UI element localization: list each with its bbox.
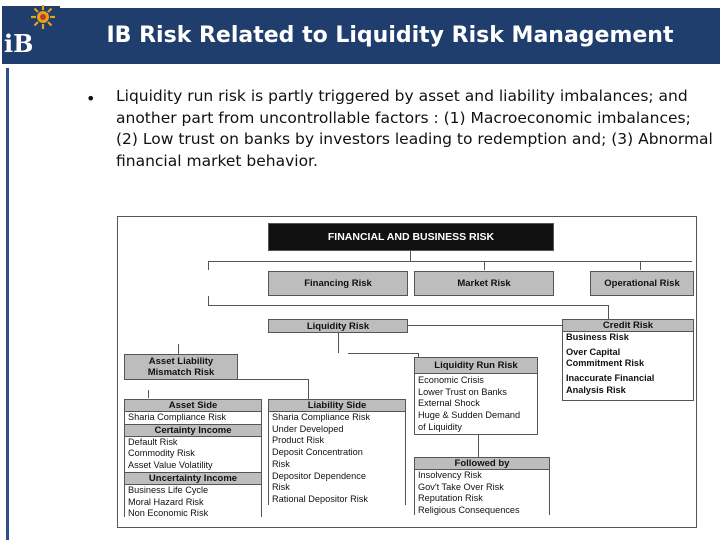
connector xyxy=(148,390,149,398)
list-item: Huge & Sudden Demand xyxy=(418,410,521,421)
list-item: Insolvency Risk xyxy=(418,470,482,480)
connector xyxy=(208,305,608,306)
left-accent-rule xyxy=(6,68,9,540)
bullet-text: Liquidity run risk is partly triggered by asset and liability imbalances; and another part from uncontrollable factors : (1) Macroeconomic imbalances; (2) Low trust on banks by investors leading to redemption and; (3) Abnormal financial market behavior. xyxy=(116,87,713,170)
followed-by-header: Followed by xyxy=(415,458,549,470)
asset-side-list-top xyxy=(125,412,261,424)
bullet-marker: • xyxy=(86,89,96,108)
connector xyxy=(408,325,562,326)
asset-side-list-mid xyxy=(125,437,261,472)
certainty-income-header: Certainty Income xyxy=(125,424,261,437)
credit-risk-list xyxy=(563,332,693,397)
connector xyxy=(478,435,479,457)
list-item: Deposit Concentration xyxy=(272,447,363,458)
connector xyxy=(348,353,418,354)
liability-side-header: Liability Side xyxy=(269,400,405,412)
sun-icon xyxy=(30,4,56,30)
list-item: Product Risk xyxy=(272,435,325,446)
uncertainty-income-header: Uncertainty Income xyxy=(125,472,261,485)
list-item: Sharia Compliance Risk xyxy=(272,412,371,422)
list-item: External Shock xyxy=(418,398,480,409)
connector xyxy=(308,379,309,399)
connector xyxy=(338,331,339,353)
operational-risk-box: Operational Risk xyxy=(590,271,694,296)
asset-side-list-bottom xyxy=(125,485,261,520)
asset-liability-mismatch-box xyxy=(124,354,238,380)
mismatch-line-1: Asset Liability xyxy=(148,356,214,367)
list-item: Risk xyxy=(272,458,290,469)
connector xyxy=(208,296,209,305)
list-item: Depositor Dependence xyxy=(272,470,366,481)
liquidity-run-risk-list xyxy=(414,374,538,435)
asset-side-header: Asset Side xyxy=(125,400,261,412)
connector xyxy=(640,261,641,270)
list-item: Rational Depositor Risk xyxy=(272,493,368,504)
list-item: Lower Trust on Banks xyxy=(418,386,507,397)
risk-hierarchy-diagram xyxy=(117,216,697,528)
list-item: Sharia Compliance Risk xyxy=(128,412,227,422)
connector xyxy=(410,251,411,261)
list-item: Under Developed xyxy=(272,423,344,434)
slide-title: IB Risk Related to Liquidity Risk Management xyxy=(106,23,674,48)
list-item: Business Risk xyxy=(566,332,629,342)
connector xyxy=(484,261,485,270)
list-item: Over Capital xyxy=(566,346,621,357)
liability-side-box xyxy=(268,399,406,505)
financing-risk-box: Financing Risk xyxy=(268,271,408,296)
list-item: Gov't Take Over Risk xyxy=(418,481,504,492)
list-item: Reputation Risk xyxy=(418,493,483,504)
list-item: Inaccurate Financial xyxy=(566,373,655,384)
market-risk-box: Market Risk xyxy=(414,271,554,296)
followed-by-box xyxy=(414,457,550,515)
financial-business-risk-box: FINANCIAL AND BUSINESS RISK xyxy=(268,223,554,251)
list-item: of Liquidity xyxy=(418,421,462,432)
list-item: Commitment Risk xyxy=(566,358,645,369)
connector xyxy=(608,305,609,319)
connector xyxy=(178,344,179,354)
credit-risk-box xyxy=(562,319,694,401)
liquidity-run-risk-header: Liquidity Run Risk xyxy=(414,357,538,374)
logo-text: iB xyxy=(4,29,34,58)
connector xyxy=(208,261,692,262)
asset-side-box xyxy=(124,399,262,517)
liquidity-risk-box: Liquidity Risk xyxy=(268,319,408,333)
followed-by-list xyxy=(415,470,549,517)
list-item: Moral Hazard Risk xyxy=(128,496,204,507)
connector xyxy=(208,261,209,270)
liability-side-list xyxy=(269,412,405,506)
list-item: Default Risk xyxy=(128,436,178,447)
list-item: Business Life Cycle xyxy=(128,484,209,495)
list-item: Analysis Risk xyxy=(566,384,626,395)
credit-risk-header: Credit Risk xyxy=(563,320,693,332)
list-item: Risk xyxy=(272,482,290,493)
list-item: Commodity Risk xyxy=(128,448,195,459)
list-item: Religious Consequences xyxy=(418,505,520,516)
list-item: Non Economic Risk xyxy=(128,508,209,519)
list-item: Economic Crisis xyxy=(418,375,484,385)
list-item: Asset Value Volatility xyxy=(128,460,213,471)
mismatch-line-2: Mismatch Risk xyxy=(147,367,215,378)
